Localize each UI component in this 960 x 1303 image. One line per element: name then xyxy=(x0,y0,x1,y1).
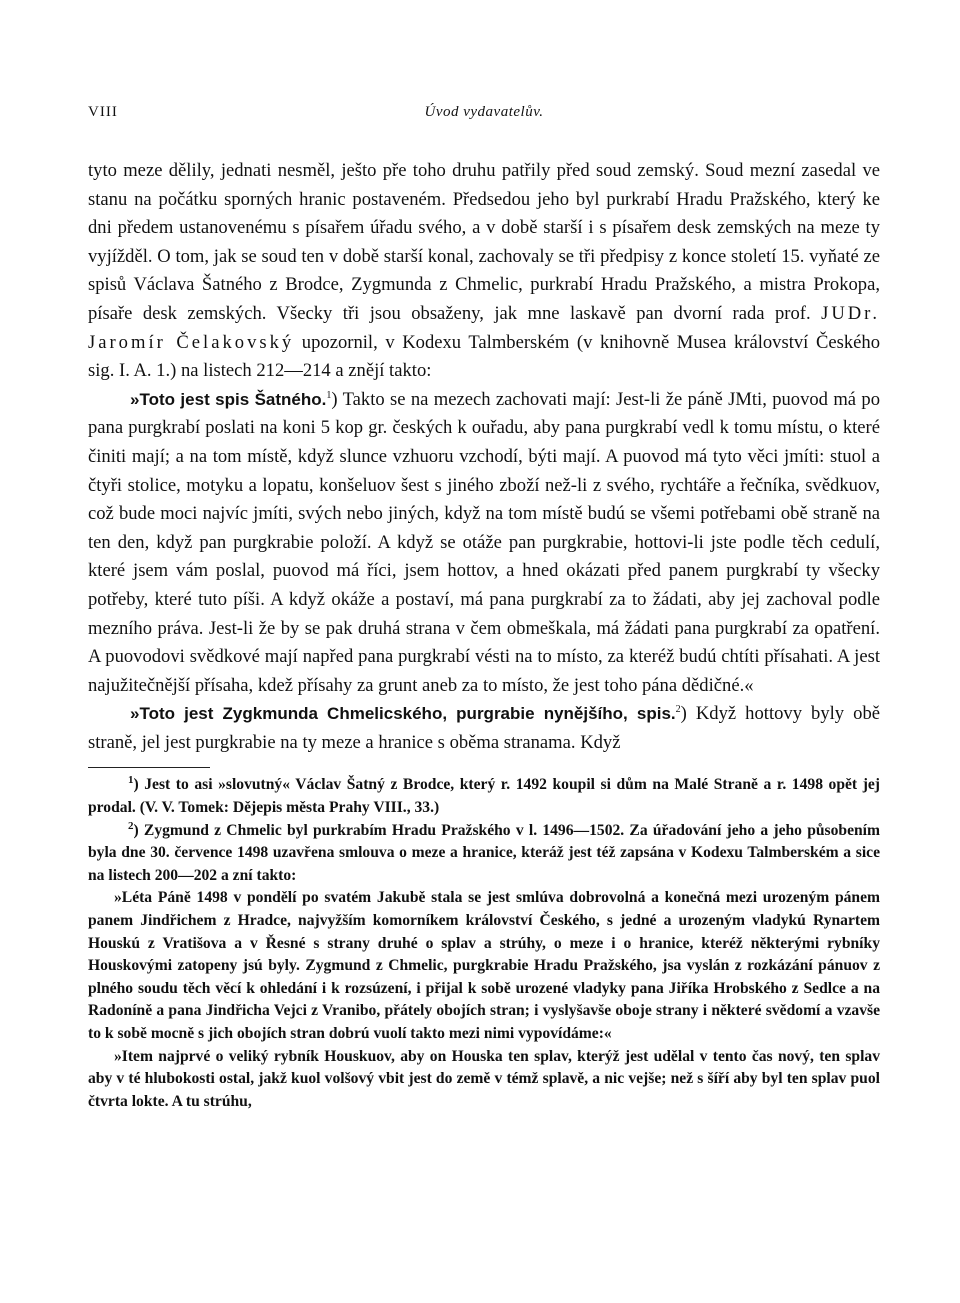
paragraph-1-end: upozornil, v Kodexu Talmberském (v knihovně Musea království Českého sig. I. A. 1.) na listech 212—214 a znějí takto: xyxy=(88,331,880,382)
paragraph-3-text: ) Když hottovy byly obě straně, jel jest purgkrabie na ty meze a hranice s oběma stranama. Když xyxy=(88,703,880,753)
footnote-1 xyxy=(88,774,880,819)
footnotes xyxy=(88,774,880,1113)
document-page xyxy=(88,96,880,1113)
footnote-1-text: ) Jest to asi »slovutný« Václav Šatný z Brodce, který r. 1492 koupil si dům na Malé Straně a r. 1498 opět jej prodal. (V. V. Tomek: Dějepis města Prahy VIII., 33.) xyxy=(88,776,880,817)
footnote-ref-2[interactable]: 2 xyxy=(675,704,681,716)
paragraph-1-text: tyto meze dělily, jednati nesměl, ješto pře toho druhu patřily před soud zemský. Soud mezní zasedal ve stanu na počátku sporných hranic postaveném. Předsedou jeho byl purkrabí Hradu Pražského, který ke dni předem ustanovenému s písařem úřadu svého, a v době starší i s písařem desk zemských na meze ty vyjížděl. O tom, jak se soud ten v době starší konal, zachovaly se tři předpisy z konce století 15. vyňaté ze spisů Václava Šatného z Brodce, Zygmunda z Chmelic, purkrabí Hradu Pražského, a mistra Prokopa, písaře desk zemských. Všecky tři jsou obsaženy, jak mne laskavě pan dvorní rada prof. xyxy=(88,160,880,324)
author-name: Jaromír Čelakovský xyxy=(88,331,295,353)
running-head xyxy=(88,96,880,122)
author-degree: JUDr. xyxy=(821,302,880,324)
paragraph-1 xyxy=(88,157,880,386)
paragraph-2 xyxy=(88,386,880,701)
footnote-divider xyxy=(88,767,210,768)
paragraph-3 xyxy=(88,700,880,757)
paragraph-3-lead: »Toto jest Zygkmunda Chmelicského, purgrabie nynějšího, spis. xyxy=(130,704,676,724)
body-text xyxy=(88,157,880,757)
footnote-ref-1[interactable]: 1 xyxy=(326,389,332,401)
footnote-2-quote-1: »Léta Páně 1498 v pondělí po svatém Jakubě stala se jest smlúva dobrovolná a konečná mezi urozeným pánem panem Jindřichem z Hradce, najvyžším komorníkem království Českého, s jedné a urozeným vladykú Rynartem Houskú z Vratišova a v Řesné s strany druhé o splav a strúhy, o meze i o hranice, kteréž některými rybníky Houskovými zatopeny jsú byly. Zygmund z Chmelic, purgkrabie Hradu Pražského, jsa vyslán z rozkázání pánuov z plného soudu těch věcí k ohledání i k rozsúzení, i přijal k sobě urozené vladyky pana Jiříka Hrobského z Sedlce a na Radoníně a pana Jindřicha Vejci z Vranibo, přátely obojích stran; i vyslyšavše oboje strany i některé svědomí a vzavše to k sobě mocně s jich obojích stran dobrú vuolí takto mezi nimi vypovídáme:« xyxy=(88,889,880,1042)
page-number: VIII xyxy=(88,104,118,120)
footnote-2-text: ) Zygmund z Chmelic byl purkrabím Hradu Pražského v l. 1496—1502. Za úřadování jeho a jeho působením byla dne 30. července 1498 uzavřena smlouva o meze a hranice, kteráž jest též zapsána v Kodexu Talmberském a sice na listech 200—202 a zní takto: xyxy=(88,821,880,884)
footnote-2-quote-2: »Item najprvé o veliký rybník Houskuov, aby on Houska ten splav, kterýž jest udělal v tento čas nový, ten splav aby v té hlubokosti ostal, jakž kuol volšový vbit jest do země v témž splavě, a nic vejše; než s šíří aby byl ten splav puol čtvrta lokte. A tu strúhu, xyxy=(88,1047,880,1110)
footnote-1-mark: 1 xyxy=(128,774,134,787)
footnote-2 xyxy=(88,820,880,888)
footnote-2-mark: 2 xyxy=(128,819,134,832)
paragraph-2-lead: »Toto jest spis Šatného. xyxy=(130,389,327,409)
running-title: Úvod vydavatelův. xyxy=(424,104,544,120)
paragraph-2-text: ) Takto se na mezech zachovati mají: Jest-li že páně JMti, puovod má po pana purgkrabí poslati na koni 5 kop gr. českých k ouřadu, aby pana purgkrabí vedl k tomu místu, o které činiti mají; a na tom místě, když slunce vzhuoru vzchodí, býti mají. A puovod má tyto věci jmíti: stuol a čtyři stolice, motyku a lopatu, konšeluov šest s jiného zboží než-li z svého, rychtáře a řečníka, svědkuov, což bude moci najvíc jmíti, svých nebo jiných, když na tom místě budú se všemi potřebami obě straně na ten den, když pan purgkrabie položí. A když se otáže pan purgkrabie, hottovi-li jste podle těch cedulí, které jsem vám poslal, puovod má říci, jsem hottov, a hned okázati před panem purgkrabí ty všecky potřeby, které tuto píši. A když okáže a postaví, má pana purgkrabí za to žádati, aby jej zachoval podle mezního práva. Jest-li že by se pak druhá strana v čem obmeškala, má žádati pana purgkrabí za opatření. A puovodovi svědkové mají napřed pana purgkrabí vésti na to místo, za kteréž budú chtíti přísahati. A jest najužitečnější přísaha, kdež přísahy za grunt aneb za to místo, že jest toho pána dědičné.« xyxy=(88,388,880,696)
